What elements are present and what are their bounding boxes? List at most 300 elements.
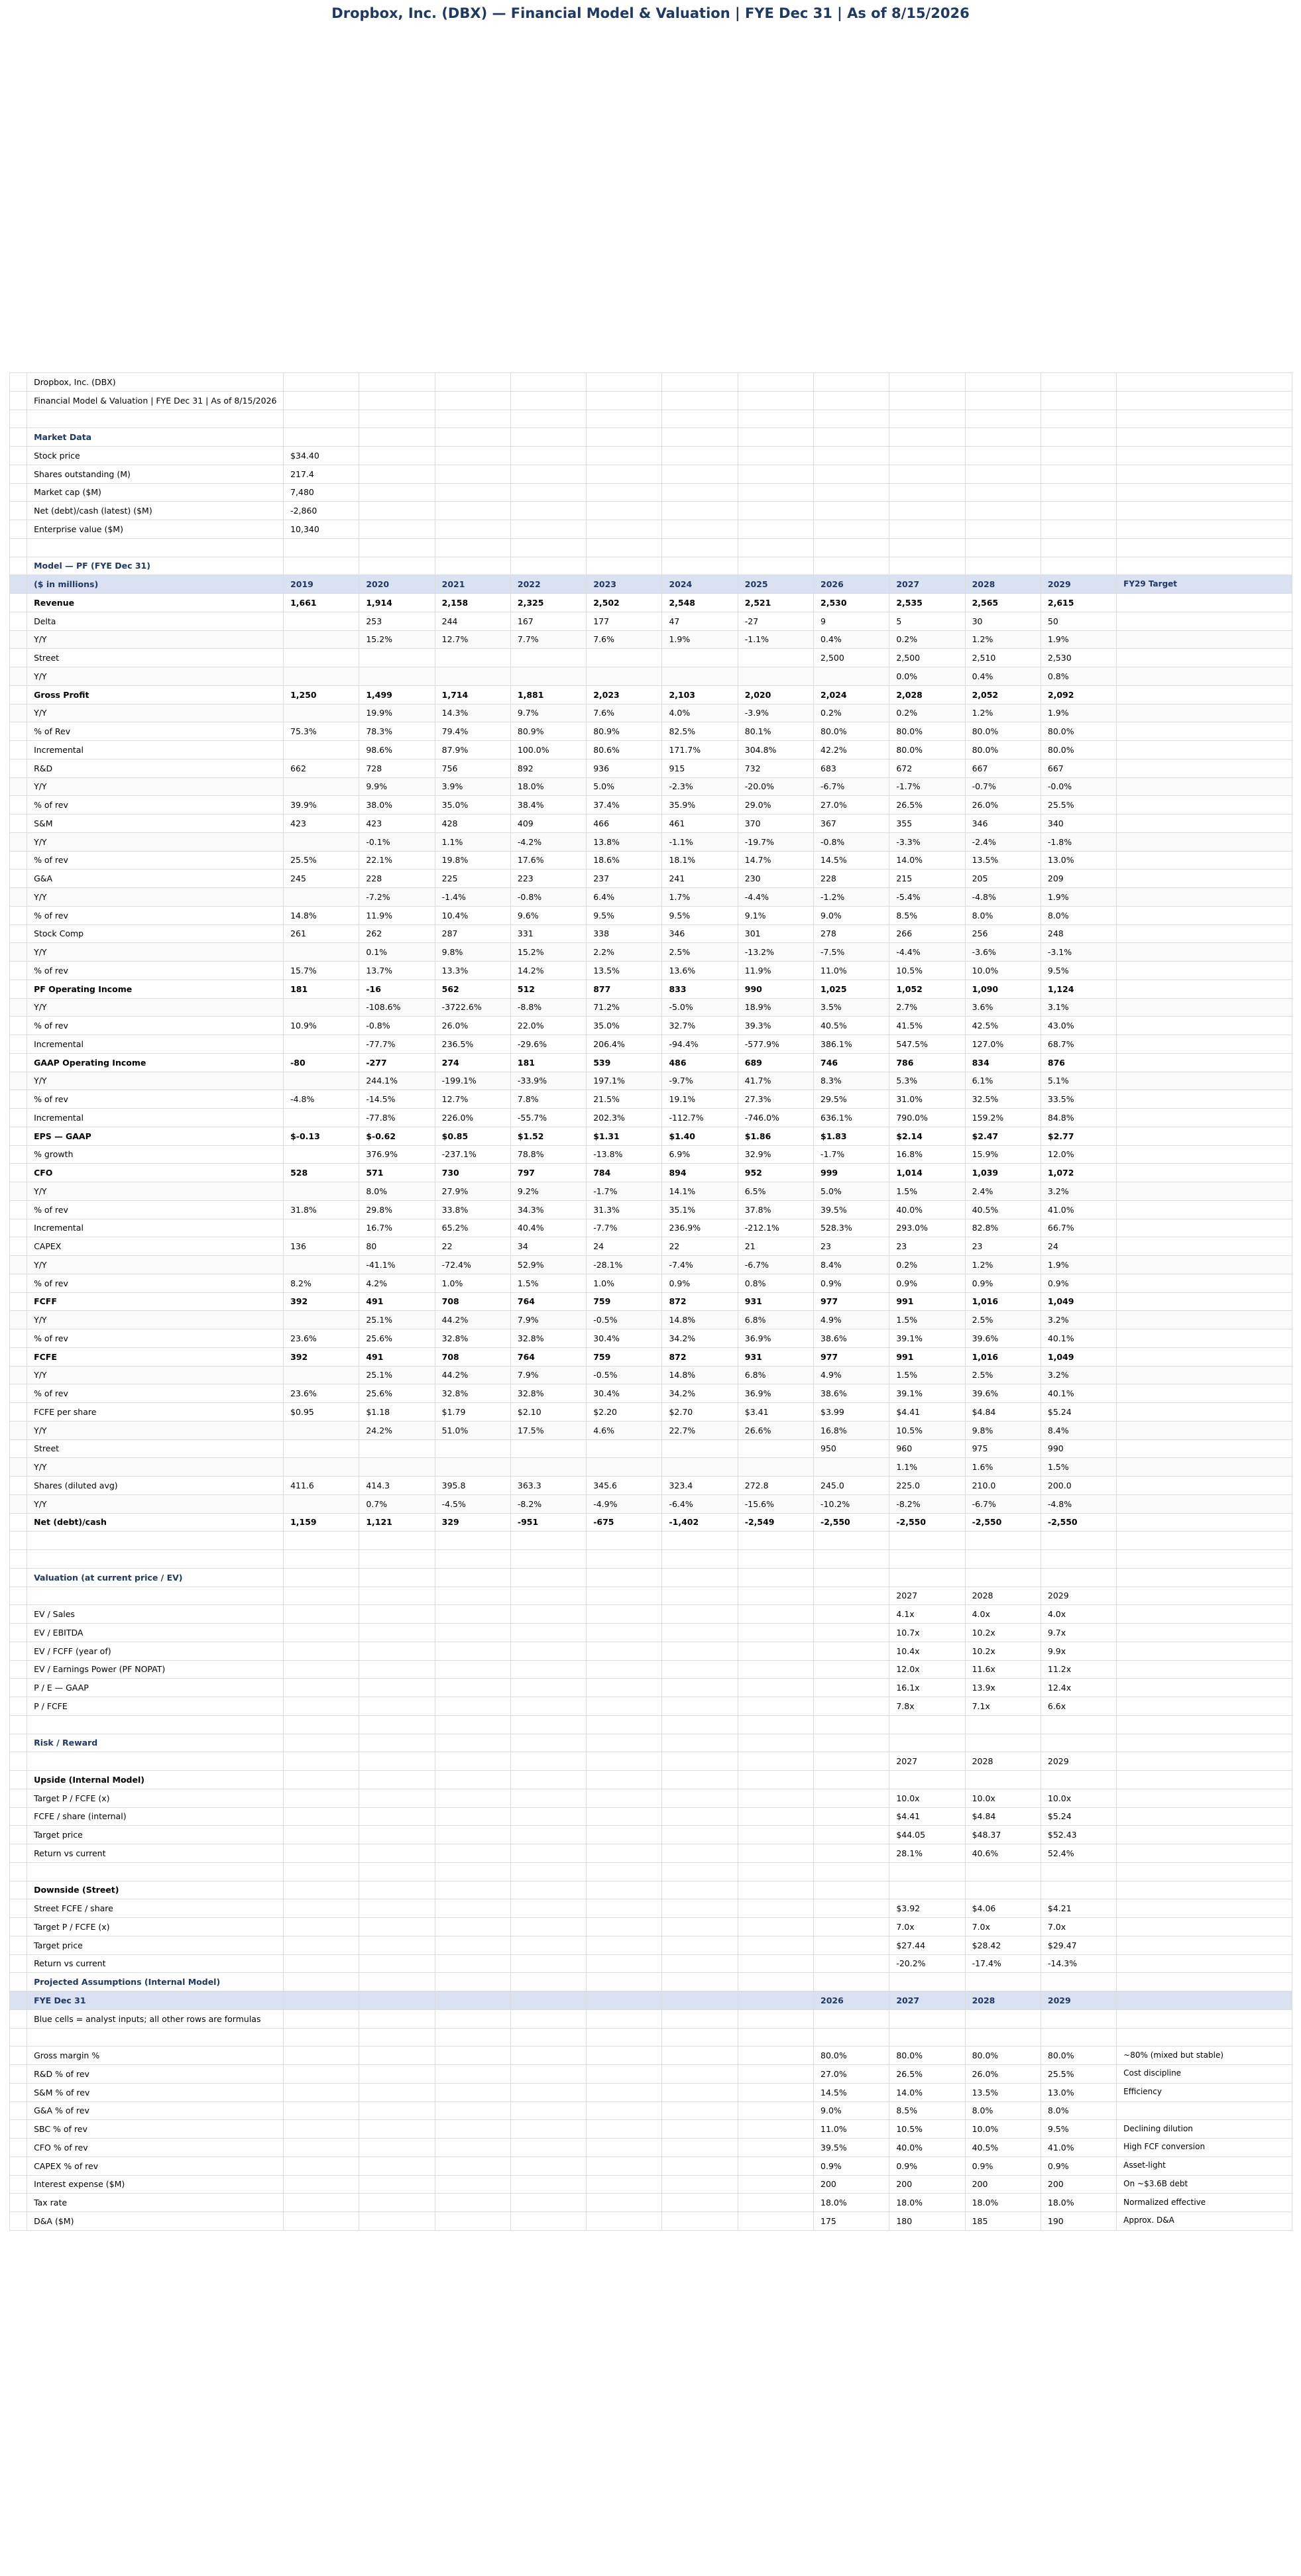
table-cell[interactable] xyxy=(662,1881,738,1899)
table-cell[interactable] xyxy=(587,1752,662,1771)
table-cell[interactable]: 10.2x xyxy=(965,1642,1041,1660)
table-cell[interactable]: 1.0% xyxy=(587,1274,662,1292)
row-label-cell[interactable]: Y/Y xyxy=(27,1421,284,1439)
table-cell[interactable]: 13.5% xyxy=(587,962,662,980)
table-cell[interactable]: 26.6% xyxy=(738,1421,813,1439)
row-label-cell[interactable]: Y/Y xyxy=(27,1311,284,1329)
table-cell[interactable] xyxy=(435,1844,510,1863)
table-cell[interactable] xyxy=(510,2028,586,2046)
table-cell[interactable]: -0.5% xyxy=(587,1311,662,1329)
table-cell[interactable]: 2.5% xyxy=(965,1311,1041,1329)
table-cell[interactable] xyxy=(738,1844,813,1863)
table-cell[interactable] xyxy=(435,1439,510,1458)
table-cell[interactable] xyxy=(359,1439,435,1458)
row-label-cell[interactable]: % of rev xyxy=(27,906,284,924)
table-cell[interactable]: 6.4% xyxy=(587,888,662,907)
table-cell[interactable] xyxy=(965,447,1041,465)
table-cell[interactable] xyxy=(284,1145,359,1164)
row-label-cell[interactable]: Return vs current xyxy=(27,1954,284,1973)
table-cell[interactable] xyxy=(587,1862,662,1881)
table-cell[interactable] xyxy=(1117,1862,1292,1881)
table-cell[interactable]: -16 xyxy=(359,980,435,998)
table-cell[interactable]: 5.1% xyxy=(1041,1072,1116,1090)
table-cell[interactable] xyxy=(889,557,965,575)
table-cell[interactable]: 931 xyxy=(738,1292,813,1311)
table-cell[interactable] xyxy=(284,1991,359,2010)
table-cell[interactable]: 40.4% xyxy=(510,1219,586,1237)
row-label-cell[interactable]: Target P / FCFE (x) xyxy=(27,1918,284,1936)
table-cell[interactable] xyxy=(738,1697,813,1716)
table-cell[interactable] xyxy=(10,704,27,722)
row-label-cell[interactable] xyxy=(27,1752,284,1771)
table-cell[interactable]: -951 xyxy=(510,1513,586,1532)
table-cell[interactable]: $1.52 xyxy=(510,1127,586,1145)
table-cell[interactable]: 24 xyxy=(1041,1237,1116,1256)
table-cell[interactable]: $1.40 xyxy=(662,1127,738,1145)
row-label-cell[interactable]: Downside (Street) xyxy=(27,1881,284,1899)
table-cell[interactable] xyxy=(284,1458,359,1477)
table-cell[interactable] xyxy=(10,1384,27,1403)
table-cell[interactable] xyxy=(889,538,965,557)
table-cell[interactable]: -8.2% xyxy=(510,1494,586,1513)
row-label-cell[interactable]: Shares (diluted avg) xyxy=(27,1477,284,1495)
table-cell[interactable]: Declining dilution xyxy=(1117,2120,1292,2139)
table-cell[interactable]: 40.6% xyxy=(965,1844,1041,1863)
table-cell[interactable] xyxy=(1117,538,1292,557)
table-cell[interactable]: 25.1% xyxy=(359,1311,435,1329)
table-cell[interactable] xyxy=(814,520,889,539)
table-cell[interactable] xyxy=(814,538,889,557)
table-cell[interactable]: 2,615 xyxy=(1041,594,1116,612)
table-cell[interactable] xyxy=(284,410,359,428)
table-cell[interactable]: -0.8% xyxy=(510,888,586,907)
table-cell[interactable]: 2,024 xyxy=(814,685,889,704)
table-cell[interactable] xyxy=(284,1439,359,1458)
row-label-cell[interactable]: G&A % of rev xyxy=(27,2101,284,2120)
table-cell[interactable]: 50 xyxy=(1041,612,1116,630)
row-label-cell[interactable]: Street xyxy=(27,649,284,667)
table-cell[interactable] xyxy=(738,1679,813,1697)
table-cell[interactable]: -4.8% xyxy=(1041,1494,1116,1513)
table-cell[interactable] xyxy=(1117,1090,1292,1109)
table-cell[interactable]: 262 xyxy=(359,924,435,943)
table-cell[interactable] xyxy=(1117,1624,1292,1642)
table-cell[interactable]: 18.0% xyxy=(965,2194,1041,2212)
table-cell[interactable] xyxy=(814,1807,889,1826)
table-cell[interactable] xyxy=(10,2009,27,2028)
table-cell[interactable] xyxy=(587,1789,662,1807)
table-cell[interactable]: 6.1% xyxy=(965,1072,1041,1090)
table-cell[interactable] xyxy=(1117,1734,1292,1752)
table-cell[interactable]: 15.7% xyxy=(284,962,359,980)
table-cell[interactable] xyxy=(10,1660,27,1679)
table-cell[interactable]: 7.0x xyxy=(889,1918,965,1936)
table-cell[interactable]: 32.8% xyxy=(435,1329,510,1348)
table-cell[interactable]: -0.5% xyxy=(587,1366,662,1384)
row-label-cell[interactable]: CFO xyxy=(27,1164,284,1182)
table-cell[interactable] xyxy=(359,1642,435,1660)
table-cell[interactable] xyxy=(284,538,359,557)
table-cell[interactable] xyxy=(587,1771,662,1789)
table-cell[interactable]: 7.8x xyxy=(889,1697,965,1716)
table-cell[interactable] xyxy=(10,1697,27,1716)
table-cell[interactable] xyxy=(662,2101,738,2120)
table-cell[interactable] xyxy=(738,2156,813,2175)
table-cell[interactable] xyxy=(965,2009,1041,2028)
table-cell[interactable] xyxy=(1041,1568,1116,1587)
table-cell[interactable]: 26.5% xyxy=(889,2065,965,2084)
table-cell[interactable] xyxy=(435,2101,510,2120)
table-cell[interactable] xyxy=(662,1697,738,1716)
table-cell[interactable] xyxy=(814,1568,889,1587)
table-cell[interactable] xyxy=(10,1200,27,1219)
table-cell[interactable]: $0.95 xyxy=(284,1403,359,1422)
table-cell[interactable]: 14.8% xyxy=(284,906,359,924)
table-cell[interactable]: 13.9x xyxy=(965,1679,1041,1697)
table-cell[interactable] xyxy=(284,1973,359,1991)
table-cell[interactable]: 4.0x xyxy=(965,1605,1041,1624)
table-cell[interactable] xyxy=(587,1458,662,1477)
table-cell[interactable]: $4.84 xyxy=(965,1807,1041,1826)
table-cell[interactable] xyxy=(435,2009,510,2028)
table-cell[interactable]: 936 xyxy=(587,759,662,777)
table-cell[interactable]: 34.2% xyxy=(662,1384,738,1403)
table-cell[interactable] xyxy=(359,538,435,557)
table-cell[interactable] xyxy=(359,2101,435,2120)
table-cell[interactable] xyxy=(10,1936,27,1954)
table-cell[interactable] xyxy=(359,2083,435,2101)
table-cell[interactable]: 10.4x xyxy=(889,1642,965,1660)
table-cell[interactable] xyxy=(435,465,510,483)
table-cell[interactable]: 40.0% xyxy=(889,1200,965,1219)
table-cell[interactable]: 35.1% xyxy=(662,1200,738,1219)
table-cell[interactable]: 2.4% xyxy=(965,1182,1041,1201)
table-cell[interactable] xyxy=(965,1881,1041,1899)
row-label-cell[interactable]: % of rev xyxy=(27,1017,284,1035)
table-cell[interactable]: 30.4% xyxy=(587,1329,662,1348)
table-cell[interactable]: 22.0% xyxy=(510,1017,586,1035)
table-cell[interactable]: 894 xyxy=(662,1164,738,1182)
table-cell[interactable] xyxy=(1117,1274,1292,1292)
table-cell[interactable]: 1,714 xyxy=(435,685,510,704)
table-cell[interactable] xyxy=(1117,869,1292,888)
row-label-cell[interactable]: Revenue xyxy=(27,594,284,612)
row-label-cell[interactable]: % of rev xyxy=(27,851,284,869)
table-cell[interactable]: -0.7% xyxy=(965,777,1041,796)
table-cell[interactable] xyxy=(889,1550,965,1569)
table-cell[interactable] xyxy=(510,538,586,557)
table-cell[interactable] xyxy=(284,557,359,575)
table-cell[interactable] xyxy=(359,649,435,667)
table-cell[interactable] xyxy=(1041,1734,1116,1752)
table-cell[interactable] xyxy=(587,1679,662,1697)
table-cell[interactable] xyxy=(587,1587,662,1605)
table-cell[interactable] xyxy=(587,1991,662,2010)
table-cell[interactable]: 32.8% xyxy=(510,1384,586,1403)
table-cell[interactable]: 25.5% xyxy=(284,851,359,869)
table-cell[interactable] xyxy=(510,1807,586,1826)
table-cell[interactable]: -277 xyxy=(359,1053,435,1072)
table-cell[interactable] xyxy=(738,2083,813,2101)
table-cell[interactable]: 1.2% xyxy=(965,630,1041,649)
table-cell[interactable] xyxy=(510,502,586,520)
table-cell[interactable] xyxy=(738,667,813,686)
table-cell[interactable] xyxy=(435,1807,510,1826)
table-cell[interactable] xyxy=(359,1826,435,1844)
table-cell[interactable] xyxy=(587,2028,662,2046)
table-cell[interactable] xyxy=(814,1734,889,1752)
table-cell[interactable] xyxy=(814,1936,889,1954)
table-cell[interactable] xyxy=(889,1734,965,1752)
table-cell[interactable]: 784 xyxy=(587,1164,662,1182)
table-cell[interactable] xyxy=(10,851,27,869)
table-cell[interactable]: 672 xyxy=(889,759,965,777)
table-cell[interactable] xyxy=(10,1072,27,1090)
table-cell[interactable]: 4.0x xyxy=(1041,1605,1116,1624)
table-cell[interactable]: 87.9% xyxy=(435,741,510,759)
table-cell[interactable]: 1.9% xyxy=(1041,888,1116,907)
table-cell[interactable]: 245 xyxy=(284,869,359,888)
table-cell[interactable]: 206.4% xyxy=(587,1035,662,1054)
row-label-cell[interactable]: Y/Y xyxy=(27,1494,284,1513)
table-cell[interactable]: 6.8% xyxy=(738,1311,813,1329)
table-cell[interactable]: 200 xyxy=(889,2175,965,2194)
table-cell[interactable] xyxy=(10,594,27,612)
row-label-cell[interactable]: ($ in millions) xyxy=(27,575,284,594)
table-cell[interactable]: 0.8% xyxy=(738,1274,813,1292)
table-cell[interactable] xyxy=(814,1771,889,1789)
row-label-cell[interactable]: EPS — GAAP xyxy=(27,1127,284,1145)
table-cell[interactable]: 3.1% xyxy=(1041,998,1116,1017)
table-cell[interactable]: 708 xyxy=(435,1292,510,1311)
table-cell[interactable]: 411.6 xyxy=(284,1477,359,1495)
table-cell[interactable] xyxy=(662,1550,738,1569)
row-label-cell[interactable]: % of rev xyxy=(27,1274,284,1292)
table-cell[interactable]: 80 xyxy=(359,1237,435,1256)
table-cell[interactable]: 80.0% xyxy=(814,2046,889,2065)
table-cell[interactable] xyxy=(1117,1477,1292,1495)
table-cell[interactable]: 409 xyxy=(510,814,586,833)
table-cell[interactable]: 977 xyxy=(814,1292,889,1311)
table-cell[interactable] xyxy=(510,483,586,502)
table-cell[interactable] xyxy=(1117,1329,1292,1348)
table-cell[interactable]: 833 xyxy=(662,980,738,998)
table-cell[interactable] xyxy=(662,1587,738,1605)
table-cell[interactable] xyxy=(510,373,586,392)
table-cell[interactable]: 127.0% xyxy=(965,1035,1041,1054)
table-cell[interactable] xyxy=(1117,1789,1292,1807)
table-cell[interactable] xyxy=(1117,943,1292,962)
table-cell[interactable]: -8.2% xyxy=(889,1494,965,1513)
table-cell[interactable] xyxy=(1117,649,1292,667)
table-cell[interactable]: 202.3% xyxy=(587,1109,662,1127)
table-cell[interactable]: 491 xyxy=(359,1347,435,1366)
table-cell[interactable]: 2,502 xyxy=(587,594,662,612)
row-label-cell[interactable]: Y/Y xyxy=(27,832,284,851)
table-cell[interactable]: 241 xyxy=(662,869,738,888)
table-cell[interactable] xyxy=(814,1973,889,1991)
table-cell[interactable]: -5.4% xyxy=(889,888,965,907)
table-cell[interactable]: 248 xyxy=(1041,924,1116,943)
table-cell[interactable] xyxy=(1117,924,1292,943)
table-cell[interactable] xyxy=(738,2065,813,2084)
table-cell[interactable] xyxy=(889,428,965,447)
table-cell[interactable]: 78.3% xyxy=(359,722,435,741)
table-cell[interactable] xyxy=(359,1624,435,1642)
row-label-cell[interactable] xyxy=(27,1532,284,1550)
table-cell[interactable]: 40.5% xyxy=(965,2139,1041,2157)
table-cell[interactable]: 2027 xyxy=(889,1752,965,1771)
table-cell[interactable]: 1.5% xyxy=(889,1366,965,1384)
table-cell[interactable] xyxy=(359,1918,435,1936)
table-cell[interactable] xyxy=(889,502,965,520)
row-label-cell[interactable]: EV / EBITDA xyxy=(27,1624,284,1642)
table-cell[interactable] xyxy=(359,1660,435,1679)
table-cell[interactable] xyxy=(10,2101,27,2120)
table-cell[interactable]: 2021 xyxy=(435,575,510,594)
row-label-cell[interactable]: Market cap ($M) xyxy=(27,483,284,502)
table-cell[interactable]: 39.6% xyxy=(965,1329,1041,1348)
row-label-cell[interactable]: Y/Y xyxy=(27,1458,284,1477)
table-cell[interactable]: 32.8% xyxy=(435,1384,510,1403)
table-cell[interactable] xyxy=(738,1715,813,1734)
table-cell[interactable]: 3.5% xyxy=(814,998,889,1017)
table-cell[interactable]: 2,325 xyxy=(510,594,586,612)
table-cell[interactable]: Normalized effective xyxy=(1117,2194,1292,2212)
table-cell[interactable]: 40.5% xyxy=(965,1200,1041,1219)
table-cell[interactable] xyxy=(1041,502,1116,520)
table-cell[interactable]: 18.6% xyxy=(587,851,662,869)
table-cell[interactable]: -675 xyxy=(587,1513,662,1532)
table-cell[interactable] xyxy=(1041,373,1116,392)
table-cell[interactable]: 423 xyxy=(359,814,435,833)
table-cell[interactable]: 10.9% xyxy=(284,1017,359,1035)
table-cell[interactable] xyxy=(359,2009,435,2028)
table-cell[interactable]: -1.4% xyxy=(435,888,510,907)
table-cell[interactable] xyxy=(1117,1109,1292,1127)
table-cell[interactable]: -6.7% xyxy=(738,1256,813,1274)
row-label-cell[interactable]: Target price xyxy=(27,1936,284,1954)
row-label-cell[interactable]: Y/Y xyxy=(27,943,284,962)
table-cell[interactable]: 0.9% xyxy=(662,1274,738,1292)
table-cell[interactable] xyxy=(587,1642,662,1660)
table-cell[interactable] xyxy=(662,373,738,392)
table-cell[interactable] xyxy=(662,1458,738,1477)
table-cell[interactable] xyxy=(510,520,586,539)
table-cell[interactable] xyxy=(510,1624,586,1642)
table-cell[interactable]: 872 xyxy=(662,1292,738,1311)
table-cell[interactable]: 237 xyxy=(587,869,662,888)
table-cell[interactable] xyxy=(1117,1366,1292,1384)
table-cell[interactable] xyxy=(1117,1494,1292,1513)
table-cell[interactable] xyxy=(889,2028,965,2046)
table-cell[interactable] xyxy=(284,2101,359,2120)
table-cell[interactable]: 278 xyxy=(814,924,889,943)
row-label-cell[interactable]: R&D xyxy=(27,759,284,777)
table-cell[interactable]: 797 xyxy=(510,1164,586,1182)
row-label-cell[interactable]: EV / Sales xyxy=(27,1605,284,1624)
table-cell[interactable]: 466 xyxy=(587,814,662,833)
table-cell[interactable]: -14.3% xyxy=(1041,1954,1116,1973)
row-label-cell[interactable]: % of rev xyxy=(27,1200,284,1219)
table-cell[interactable]: $2.20 xyxy=(587,1403,662,1422)
table-cell[interactable]: -2,549 xyxy=(738,1513,813,1532)
table-cell[interactable] xyxy=(1117,1237,1292,1256)
table-cell[interactable] xyxy=(10,741,27,759)
table-cell[interactable]: 11.0% xyxy=(814,2120,889,2139)
table-cell[interactable] xyxy=(284,1844,359,1863)
table-cell[interactable]: 41.7% xyxy=(738,1072,813,1090)
table-cell[interactable]: 22.1% xyxy=(359,851,435,869)
table-cell[interactable]: $1.86 xyxy=(738,1127,813,1145)
table-cell[interactable]: 338 xyxy=(587,924,662,943)
table-cell[interactable]: 1.0% xyxy=(435,1274,510,1292)
table-cell[interactable]: 346 xyxy=(965,814,1041,833)
table-cell[interactable] xyxy=(738,1899,813,1918)
table-cell[interactable] xyxy=(738,538,813,557)
table-cell[interactable]: -2,550 xyxy=(889,1513,965,1532)
table-cell[interactable] xyxy=(359,483,435,502)
table-cell[interactable] xyxy=(1117,557,1292,575)
table-cell[interactable]: -1,402 xyxy=(662,1513,738,1532)
table-cell[interactable] xyxy=(359,1881,435,1899)
table-cell[interactable] xyxy=(662,1991,738,2010)
table-cell[interactable] xyxy=(738,1771,813,1789)
table-cell[interactable]: 683 xyxy=(814,759,889,777)
table-cell[interactable] xyxy=(889,391,965,410)
table-cell[interactable]: 9.5% xyxy=(1041,962,1116,980)
table-cell[interactable] xyxy=(359,2175,435,2194)
table-cell[interactable]: 80.0% xyxy=(965,2046,1041,2065)
table-cell[interactable]: 9.8% xyxy=(435,943,510,962)
table-cell[interactable] xyxy=(738,2194,813,2212)
table-cell[interactable]: 301 xyxy=(738,924,813,943)
table-cell[interactable]: 13.0% xyxy=(1041,851,1116,869)
table-cell[interactable] xyxy=(1117,1679,1292,1697)
table-cell[interactable] xyxy=(10,1347,27,1366)
table-cell[interactable] xyxy=(662,520,738,539)
table-cell[interactable] xyxy=(738,2139,813,2157)
table-cell[interactable] xyxy=(1117,1826,1292,1844)
table-cell[interactable] xyxy=(359,1532,435,1550)
table-cell[interactable] xyxy=(10,1587,27,1605)
table-cell[interactable] xyxy=(435,1605,510,1624)
table-cell[interactable] xyxy=(435,1862,510,1881)
table-cell[interactable]: 100.0% xyxy=(510,741,586,759)
table-cell[interactable] xyxy=(359,1954,435,1973)
row-label-cell[interactable]: Market Data xyxy=(27,428,284,447)
table-cell[interactable] xyxy=(359,391,435,410)
table-cell[interactable]: -0.0% xyxy=(1041,777,1116,796)
table-cell[interactable] xyxy=(435,2212,510,2231)
table-cell[interactable] xyxy=(587,2156,662,2175)
table-cell[interactable]: $1.83 xyxy=(814,1127,889,1145)
table-cell[interactable]: Asset-light xyxy=(1117,2156,1292,2175)
table-cell[interactable]: 9.5% xyxy=(1041,2120,1116,2139)
table-cell[interactable] xyxy=(10,1513,27,1532)
table-cell[interactable]: -108.6% xyxy=(359,998,435,1017)
table-cell[interactable] xyxy=(284,1035,359,1054)
table-cell[interactable] xyxy=(510,1826,586,1844)
table-cell[interactable] xyxy=(10,630,27,649)
table-cell[interactable]: -94.4% xyxy=(662,1035,738,1054)
table-cell[interactable]: 10.0x xyxy=(1041,1789,1116,1807)
table-cell[interactable] xyxy=(284,2083,359,2101)
table-cell[interactable] xyxy=(435,428,510,447)
table-cell[interactable] xyxy=(435,2065,510,2084)
table-cell[interactable] xyxy=(284,2009,359,2028)
table-cell[interactable]: 1.2% xyxy=(965,1256,1041,1274)
